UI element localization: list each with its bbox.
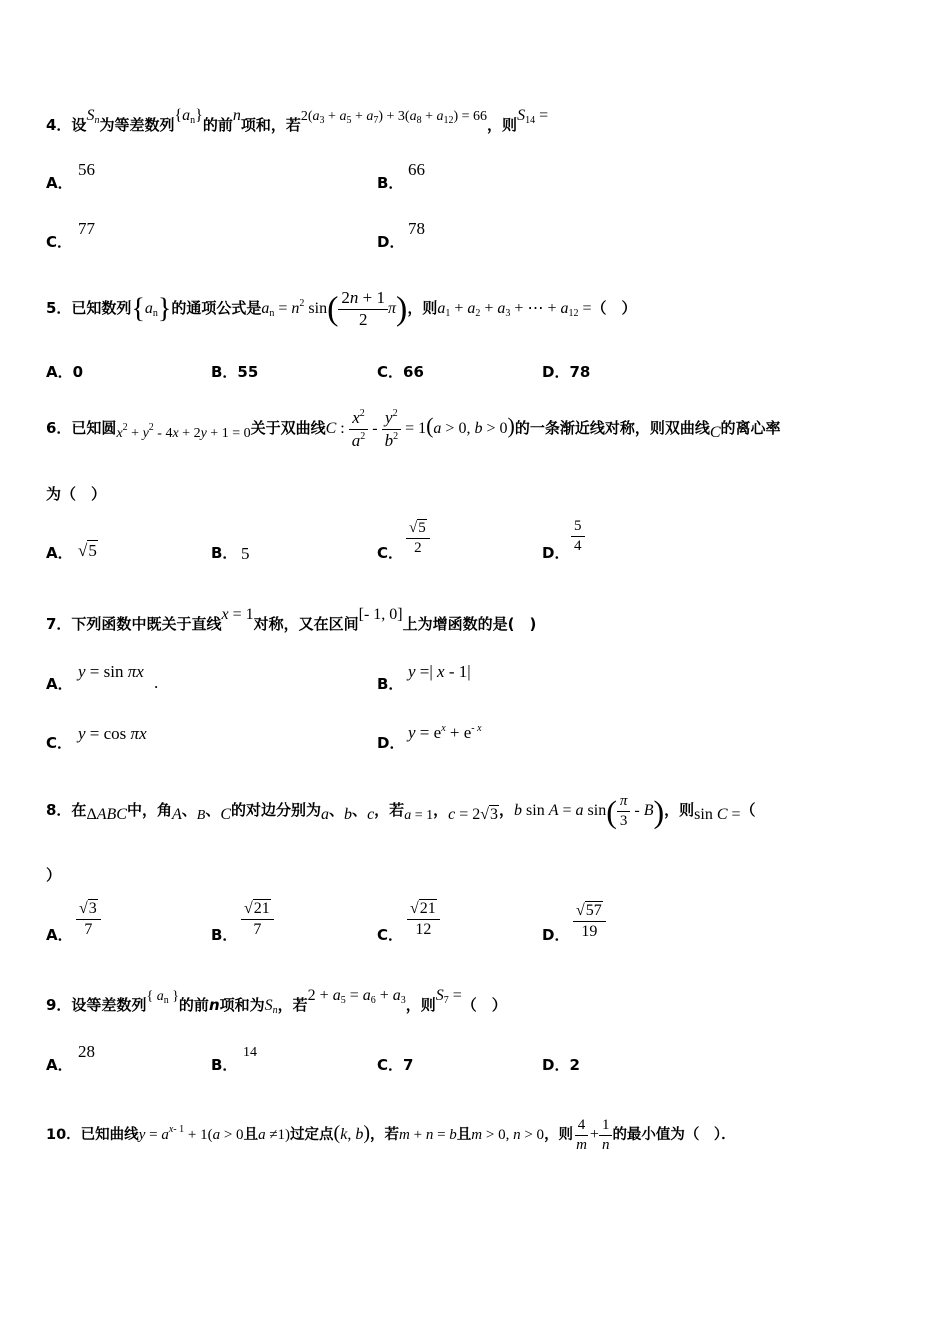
option-d-value: 78 [408, 219, 425, 238]
option-d-label[interactable]: D． [542, 926, 570, 944]
option-c[interactable]: C．7 [377, 1056, 414, 1074]
option-a-tail: . [154, 673, 159, 692]
math-triangle: ΔABC [86, 806, 127, 823]
math-A: A [171, 806, 182, 823]
option-a-value: $\frac{√3}{7}$ [76, 900, 101, 938]
math-n: n [232, 107, 241, 124]
question-7-stem: 7．下列函数中既关于直线x = 1对称，又在区间[- 1, 0]上为增函数的是( ) [46, 606, 537, 633]
math-mn-positive: m > 0, n > 0 [471, 1127, 545, 1143]
option-a-value: √5 [78, 541, 97, 560]
math-interval: [- 1, 0] [358, 606, 403, 623]
question-6-stem-line2: 为（ ） [46, 485, 107, 503]
math-line-x1: x = 1 [221, 606, 254, 623]
option-a[interactable]: A．0 [46, 363, 84, 381]
option-d-value: $\frac{5}{4}$ [571, 518, 585, 554]
option-a-value: y = sin πx [78, 662, 144, 681]
math-sinC: sin C = [694, 806, 741, 823]
math-C: C [709, 424, 721, 441]
math-condition: b sin A = a sin( $\frac{\pi}{3}$ - B) [514, 793, 665, 830]
option-d-label[interactable]: D． [377, 734, 405, 752]
math-S14: $S_{14}$ = [517, 107, 549, 126]
math-point: (k, b) [333, 1122, 370, 1144]
option-b-label[interactable]: B． [211, 1056, 238, 1074]
option-c-label[interactable]: C． [377, 544, 404, 562]
option-c-value: 77 [78, 219, 95, 238]
option-c-value: $\frac{√5}{2}$ [406, 520, 430, 556]
option-a-label[interactable]: A． [46, 1056, 73, 1074]
option-c[interactable]: C．66 [377, 363, 424, 381]
question-8-stem: 8．在ΔABC中，角A、B、C的对边分别为a、b、c，若a = 1，c = 2√3，b sin A = a sin( $\frac{\pi}{3}$ - B)，则sin C =（ [46, 790, 756, 832]
option-d[interactable]: D．78 [542, 363, 591, 381]
option-c-label[interactable]: C． [46, 734, 73, 752]
math-circle: $x^2 + y^2 - 4x + 2y + 1 = 0$ [116, 422, 251, 441]
option-b-label[interactable]: B． [211, 544, 238, 562]
math-hyperbola: C : $\frac{x^2}{a^2}$ - $\frac{y^2}{b^2}$ = 1(a > 0, b > 0) [325, 408, 515, 450]
option-b-value: 66 [408, 160, 425, 179]
question-6-stem: 6．已知圆$x^2 + y^2 - 4x + 2y + 1 = 0$关于双曲线C : $\frac{x^2}{a^2}$ - $\frac{y^2}{b^2}$ = 1(a > 0, b > 0)的一条渐近线对称，则双曲线C的离心率 [46, 402, 781, 452]
option-d-value: $y = e^x + e^{- x}$ [408, 723, 482, 742]
math-expression: $\frac{4}{m}$ + $\frac{1}{n}$ [573, 1115, 612, 1155]
math-b: b [344, 806, 353, 823]
option-a-value: 56 [78, 160, 95, 179]
option-d[interactable]: D．2 [542, 1056, 580, 1074]
math-S7: $S_7$ = [435, 987, 462, 1006]
math-seq-a_n: $\{a_n\}$ [174, 107, 203, 126]
math-m-plus-n: m + n = b [399, 1127, 457, 1143]
option-a-label[interactable]: A． [46, 926, 73, 944]
question-9-stem: 9．设等差数列{ $a_n$ }的前n项和为$S_n$，若$2 + a_5 = a_6 + a_3$，则$S_7$ =（ ） [46, 987, 507, 1016]
option-c-value: $\frac{√21}{12}$ [407, 900, 440, 938]
option-d-label[interactable]: D． [542, 544, 570, 562]
question-5-stem: 5．已知数列$\{a_n\}$的通项公式是$a_n = n^2$ sin( $\frac{2n + 1}{2}$ π)，则$a_1 + a_2 + a_3$ + ⋯ + $a_{12}$ =（ ） [46, 284, 637, 334]
option-a-value: 28 [78, 1042, 95, 1061]
question-8-stem-line2: ） [46, 866, 62, 884]
option-b-value: 5 [241, 544, 250, 563]
math-seq-a_n: $\{a_n\}$ [131, 293, 172, 325]
math-S_n: $S_n$ [264, 997, 278, 1016]
math-c: c [367, 806, 375, 823]
option-a-label[interactable]: A． [46, 174, 73, 192]
option-b-value: $\frac{√21}{7}$ [241, 900, 274, 938]
option-b-label[interactable]: B． [377, 174, 404, 192]
option-a-label[interactable]: A． [46, 675, 73, 693]
math-C: C [220, 806, 232, 823]
math-B: B [196, 808, 206, 823]
math-curve: $y = a^{x- 1} + 1(a > 0$ [138, 1124, 244, 1143]
option-b-value: 14 [243, 1045, 257, 1060]
option-d-label[interactable]: D． [377, 233, 405, 251]
math-S_n: $S_n$ [86, 107, 100, 126]
option-b-label[interactable]: B． [211, 926, 238, 944]
math-a-eq-1: a = 1 [404, 808, 434, 823]
math-condition: $2(a_3 + a_5 + a_7) + 3(a_8 + a_{12}) = 66$ [300, 109, 488, 126]
option-d-value: $\frac{√57}{19}$ [573, 902, 606, 940]
option-b-value: y =| x - 1| [408, 662, 471, 681]
option-b[interactable]: B．55 [211, 363, 259, 381]
question-10-stem: 10．已知曲线$y = a^{x- 1} + 1(a > 0$且a ≠1)过定点(k, b)，若m + n = b且m > 0, n > 0，则 $\frac{4}{m}$ + $\frac{1}{n}$ 的最小值为（ ）． [46, 1110, 736, 1155]
option-a-label[interactable]: A． [46, 544, 73, 562]
question-4-stem: 4．设$S_n$为等差数列$\{a_n\}$的前n项和，若$2(a_3 + a_5 + a_7) + 3(a_8 + a_{12}) = 66$，则$S_{14}$ = [46, 107, 549, 134]
math-seq-a_n: { $a_n$ } [146, 989, 179, 1006]
math-a-neq-1: a ≠1) [258, 1127, 291, 1143]
option-c-value: y = cos πx [78, 724, 147, 743]
option-c-label[interactable]: C． [46, 233, 73, 251]
math-formula: $a_n = n^2$ sin( $\frac{2n + 1}{2}$ π) [261, 288, 408, 329]
math-condition: $2 + a_5 = a_6 + a_3$ [307, 987, 406, 1006]
option-b-label[interactable]: B． [377, 675, 404, 693]
math-sum: $a_1 + a_2 + a_3$ + ⋯ + $a_{12}$ = [437, 300, 592, 319]
math-a: a [321, 806, 330, 823]
option-c-label[interactable]: C． [377, 926, 404, 944]
math-c-eq: c = 2√3 [448, 806, 499, 823]
